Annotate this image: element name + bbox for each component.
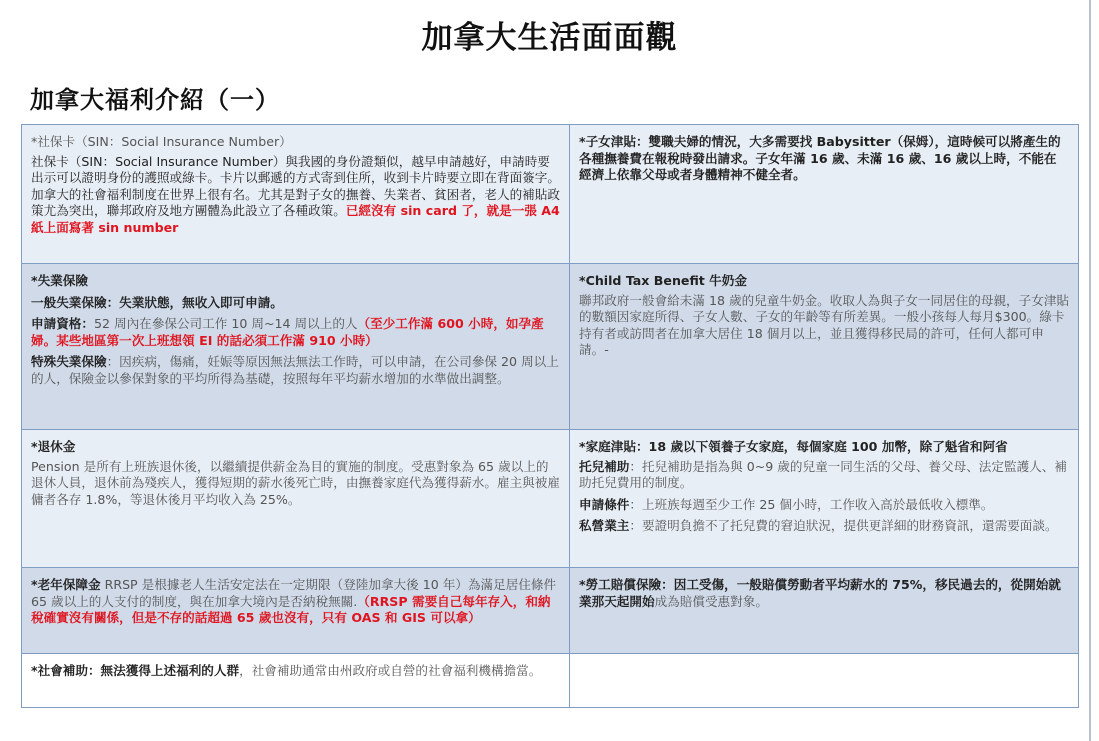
cell-pension bbox=[22, 430, 570, 568]
sin-note: 已經沒有 sin card 了，就是一張 A4 紙上面寫著 sin number bbox=[31, 203, 560, 235]
childcare-heading: *子女津貼：雙職夫婦的情況，大多需要找 Babysitter（保姆），這時候可以將產生的各種撫養費在報稅時發出請求。子女年滿 16 歲、未滿 16 歲、16 歲以上時，不能在經濟上依靠父母或者身體精神不健全者。 bbox=[579, 134, 1061, 182]
ei-qual-text: 52 周內在參保公司工作 10 周~14 周以上的人 bbox=[93, 316, 358, 331]
oas-body bbox=[31, 577, 560, 627]
table-row bbox=[22, 125, 1079, 264]
workcomp-heading: *勞工賠償保險：因工受傷，一般賠償勞動者平均薪水的 75%，移民過去的，從開始就業那天起開始 bbox=[579, 577, 1061, 609]
ei-general: 一般失業保險：失業狀態，無收入即可申請。 bbox=[31, 294, 283, 310]
cond-text: ：上班族每週至少工作 25 個小時，工作收入高於最低收入標準。 bbox=[629, 496, 994, 512]
cell-childcare bbox=[570, 125, 1079, 264]
family-heading: *家庭津貼：18 歲以下領養子女家庭，每個家庭 100 加幣，除了魁省和阿省 bbox=[579, 439, 1008, 454]
sin-body bbox=[31, 154, 560, 237]
cell-family bbox=[570, 430, 1079, 568]
sin-heading: *社保卡（SIN：Social Insurance Number） bbox=[31, 134, 292, 149]
ei-special-text: ：因疾病，傷痛，妊娠等原因無法無法工作時，可以申請，在公司參保 20 周以上的人，保險金以參保對象的平均所得為基礎，按照每年平均薪水增加的水準做出調整。 bbox=[31, 354, 559, 386]
cell-empty bbox=[570, 654, 1079, 708]
ctb-body: 聯邦政府一般會給未滿 18 歲的兒童牛奶金。收取人為與子女一同居住的母親，子女津貼的數額因家庭所得、子女人數、子女的年齡等有所差異。一般小孩每人每月$300。綠卡持有者或訪問者在加拿大居住 18 個月以上，並且獲得移民局的許可，任何人都可申請。- bbox=[579, 292, 1070, 357]
family-condition bbox=[579, 497, 1069, 514]
cell-sin bbox=[22, 125, 570, 264]
page-right-border bbox=[1089, 0, 1091, 741]
cell-ctb bbox=[570, 264, 1079, 430]
oas-note: （RRSP 需要自己每年存入，和納稅確實沒有關係，但是不存的話超過 65 歲也沒有，只有 OAS 和 GIS 可以拿） bbox=[31, 593, 551, 625]
pension-heading: *退休金 bbox=[31, 439, 76, 454]
social-text: ，社會補助通常由州政府或自營的社會福利機構擔當。 bbox=[239, 663, 542, 678]
oas-text: RRSP 是根據老人生活安定法在一定期限（登陸加拿大後 10 年）為滿足居住條件 65 歲以上的人支付的制度，與在加拿大境內是否納稅無關. bbox=[31, 577, 557, 609]
family-daycare bbox=[579, 459, 1069, 492]
cell-oas bbox=[22, 568, 570, 654]
ei-qual-note: （至少工作滿 600 小時，如孕產婦。某些地區第一次上班想領 EI 的話必須工作滿 910 小時） bbox=[31, 316, 544, 348]
daycare-label: 托兒補助 bbox=[579, 458, 630, 474]
ei-qualification bbox=[31, 316, 560, 349]
cond-label: 申請條件 bbox=[579, 496, 630, 512]
page-title: 加拿大生活面面觀 bbox=[421, 20, 678, 56]
cell-workcomp bbox=[570, 568, 1079, 654]
welfare-table bbox=[21, 124, 1079, 708]
cell-social bbox=[22, 654, 570, 708]
private-label: 私營業主 bbox=[579, 518, 630, 533]
social-heading: *社會補助：無法獲得上述福利的人群 bbox=[31, 663, 240, 678]
ei-qual-label: 申請資格： bbox=[31, 316, 94, 331]
cell-ei bbox=[22, 264, 570, 430]
ei-special bbox=[31, 354, 560, 387]
table-row bbox=[22, 264, 1079, 430]
workcomp-body bbox=[579, 577, 1069, 610]
table-row bbox=[22, 654, 1079, 708]
section-subtitle: 加拿大福利介紹（一） bbox=[30, 86, 280, 114]
ei-special-label: 特殊失業保險 bbox=[31, 354, 107, 369]
table-row bbox=[22, 568, 1079, 654]
private-text: ：要證明負擔不了托兒費的窘迫狀況，提供更詳細的財務資訊，還需要面談。 bbox=[629, 518, 1058, 533]
sin-body-text: 社保卡（SIN：Social Insurance Number）與我國的身份證類似，越早申請越好，申請時要出示可以證明身份的護照或綠卡。卡片以郵遞的方式寄到住所，收到卡片時要立即在背面簽字。加拿大的社會福利制度在世界上很有名。尤其是對子女的撫養、失業者、貧困者，老人的補貼政策尤為突出，聯邦政府及地方團體為此設立了各種政策。 bbox=[31, 153, 560, 218]
ctb-heading: *Child Tax Benefit 牛奶金 bbox=[579, 273, 747, 288]
oas-heading: *老年保障金 bbox=[31, 577, 101, 592]
daycare-text: ：托兒補助是指為與 0~9 歲的兒童一同生活的父母、養父母、法定監護人、補助托兒費用的制度。 bbox=[579, 458, 1067, 490]
workcomp-text: 成為賠償受惠對象。 bbox=[654, 593, 768, 609]
ei-heading: *失業保險 bbox=[31, 273, 88, 288]
family-private bbox=[579, 518, 1069, 535]
social-body bbox=[31, 663, 560, 680]
pension-body: Pension 是所有上班族退休後，以繼續提供薪金為目的實施的制度。受惠對象為 65 歲以上的退休人員，退休前為殘疾人，獲得短期的薪水後死亡時，由撫養家庭代為獲得薪水。雇主與被雇傭者各存 1.8%，等退休後月平均收入為 25%。 bbox=[31, 458, 560, 507]
table-row bbox=[22, 430, 1079, 568]
